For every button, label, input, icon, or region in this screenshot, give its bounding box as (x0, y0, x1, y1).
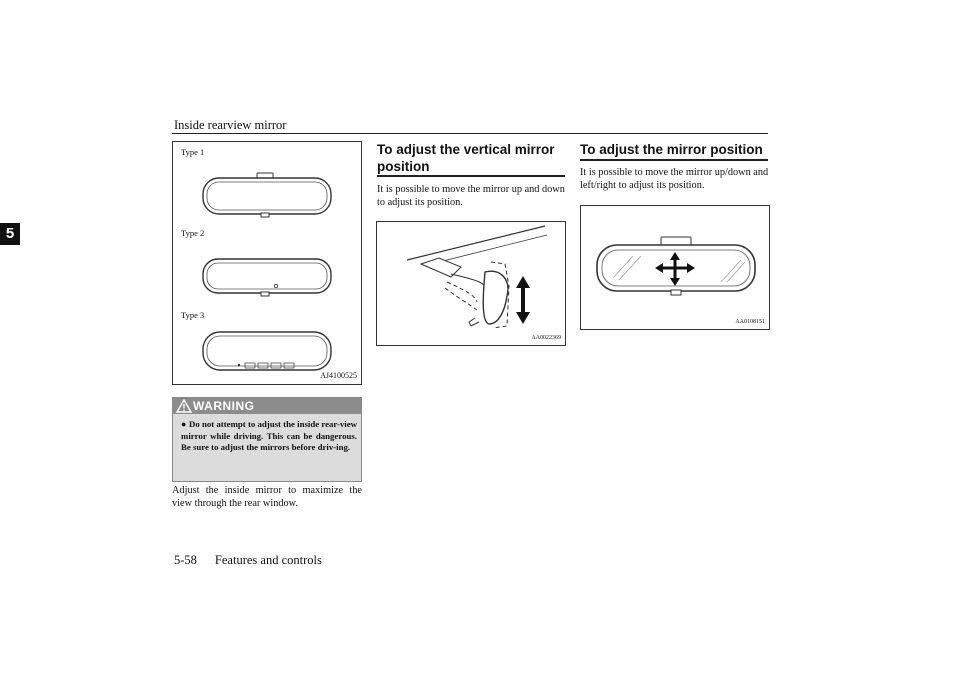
type-2-label: Type 2 (181, 228, 205, 238)
vertical-position-text: It is possible to move the mirror up and down to adjust its position. (377, 184, 565, 208)
chapter-tab: 5 (0, 223, 20, 245)
mirror-position-figure (580, 205, 770, 330)
mirror-types-figure (172, 141, 362, 385)
warning-header (173, 398, 361, 414)
vertical-adjust-figure (376, 221, 566, 346)
type-1-label: Type 1 (181, 147, 205, 157)
vertical-heading-line2: position (377, 159, 430, 174)
page-footer (174, 553, 322, 568)
warning-box (172, 397, 362, 482)
body-paragraph: Adjust the inside mirror to maximize the view through the rear window. (172, 485, 362, 509)
page-header-title: Inside rearview mirror (174, 118, 287, 132)
vertical-adjust-drawing (377, 222, 565, 345)
vertical-heading-line1: To adjust the vertical mirror (377, 142, 555, 157)
type-3-label: Type 3 (181, 310, 205, 320)
mirror-position-heading-rule (580, 159, 768, 161)
mirror-types-drawing (173, 142, 361, 384)
vertical-heading-rule (377, 175, 565, 177)
header-divider (172, 133, 768, 134)
mirror-position-drawing (581, 206, 769, 329)
vertical-position-heading (377, 141, 565, 175)
warning-triangle-icon (176, 399, 192, 413)
bullet-icon: ● (181, 419, 187, 429)
warning-title: WARNING (193, 399, 255, 413)
warning-text: Do not attempt to adjust the inside rear-view mirror while driving. This can be dangerous. Be sure to adjust the mirrors before driv-ing. (181, 419, 357, 453)
page-number: 5-58 (174, 553, 197, 567)
figure-code: AA0108151 (735, 319, 765, 325)
mirror-position-heading: To adjust the mirror position (580, 142, 763, 157)
figure-code: AJ4100525 (320, 371, 357, 380)
figure-code: AA0022369 (531, 335, 561, 341)
mirror-position-text: It is possible to move the mirror up/down and left/right to adjust its position. (580, 167, 769, 191)
footer-section: Features and controls (214, 553, 322, 567)
